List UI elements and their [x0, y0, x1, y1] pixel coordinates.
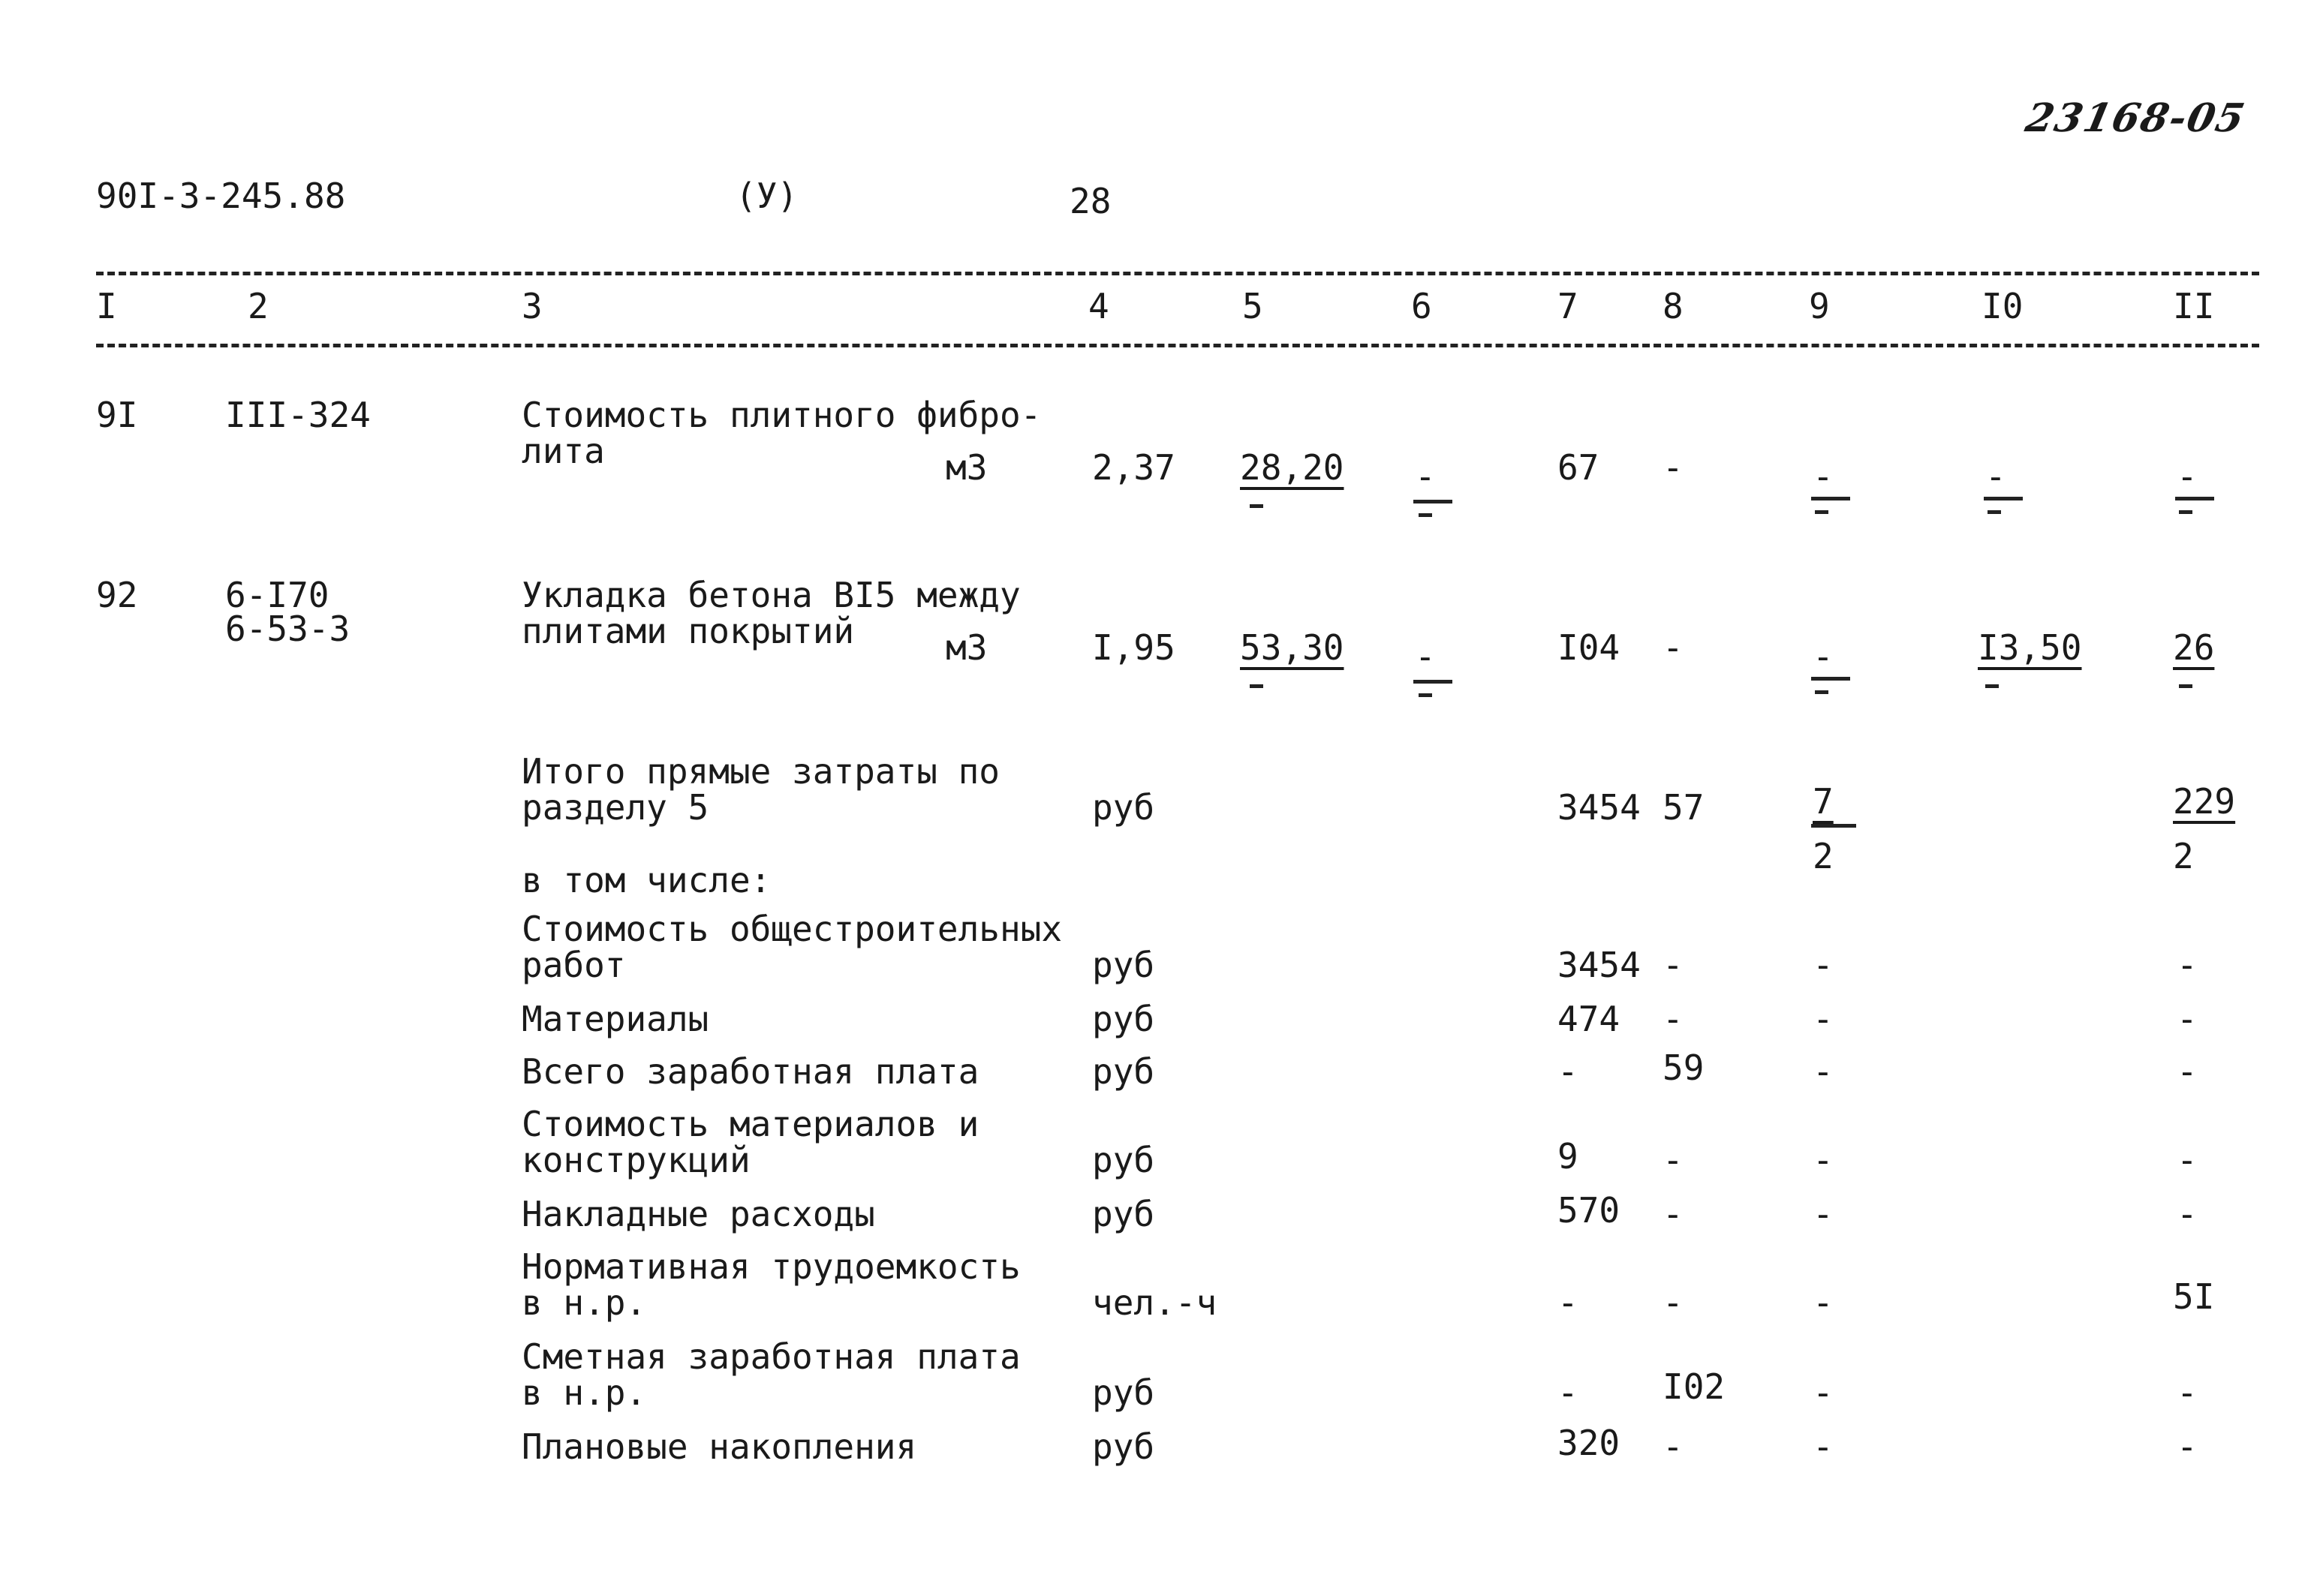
item-cell-7: -	[1557, 1282, 1578, 1323]
item-label-line2: работ	[522, 945, 626, 985]
norm-code: 6-I70	[225, 575, 330, 615]
item-cell-7: 3454	[1557, 945, 1641, 985]
totals-cell-11-bottom: 2	[2173, 836, 2194, 876]
column-header-3: 3	[522, 286, 543, 326]
item-cell-8: -	[1663, 1282, 1684, 1323]
header-rule-top	[96, 272, 2259, 275]
page-number: 28	[1070, 181, 1112, 221]
item-cell-9: -	[1813, 999, 1834, 1039]
item-cell-8: I02	[1663, 1366, 1726, 1407]
cell-10-rule	[1984, 497, 2023, 500]
column-header-8: 8	[1663, 286, 1684, 326]
item-unit: чел.-ч	[1092, 1282, 1217, 1323]
totals-cell-11-top: 229	[2173, 781, 2236, 822]
item-cell-11: -	[2177, 1051, 2198, 1092]
item-label-line2: конструкций	[522, 1140, 751, 1180]
row-number: 9I	[96, 395, 138, 435]
cell-8: -	[1663, 627, 1684, 668]
totals-title-line2: разделу 5	[522, 787, 709, 828]
item-label-line1: Плановые накопления	[522, 1426, 917, 1467]
item-cell-11: -	[2177, 945, 2198, 985]
cell-7: 67	[1557, 447, 1599, 488]
item-unit: руб	[1092, 1140, 1155, 1180]
item-label-line1: Сметная заработная плата	[522, 1336, 1021, 1377]
item-label-line2: в н.р.	[522, 1282, 647, 1323]
totals-title-line1: Итого прямые затраты по	[522, 751, 1000, 792]
document-code: 90I-3-245.88	[96, 176, 346, 216]
cell-11-rule	[2175, 497, 2214, 500]
cell-11: -	[2177, 456, 2198, 497]
totals-unit: руб	[1092, 787, 1155, 828]
including-label: в том числе:	[522, 860, 772, 900]
unit-price: 53,30	[1240, 627, 1344, 668]
item-cell-11: -	[2177, 1426, 2198, 1467]
price-subvalue-mark	[1250, 504, 1263, 508]
item-cell-7: 570	[1557, 1190, 1620, 1231]
item-cell-9: -	[1813, 945, 1834, 985]
unit-price: 28,20	[1240, 447, 1344, 488]
item-cell-8: -	[1663, 945, 1684, 985]
cell-6: -	[1415, 636, 1436, 677]
item-cell-7: -	[1557, 1051, 1578, 1092]
cell-9: -	[1813, 456, 1834, 497]
item-cell-9: -	[1813, 1282, 1834, 1323]
item-cell-9: -	[1813, 1051, 1834, 1092]
item-label-line1: Всего заработная плата	[522, 1051, 979, 1092]
item-cell-8: -	[1663, 1426, 1684, 1467]
item-cell-9: -	[1813, 1426, 1834, 1467]
item-unit: руб	[1092, 1051, 1155, 1092]
norm-code-secondary: 6-53-3	[225, 609, 351, 649]
item-unit: руб	[1092, 999, 1155, 1039]
totals-cell-9-top: 7	[1813, 781, 1834, 822]
item-cell-11: -	[2177, 1194, 2198, 1234]
item-label-line1: Накладные расходы	[522, 1194, 875, 1234]
totals-cell-8: 57	[1663, 787, 1705, 828]
column-header-5: 5	[1242, 286, 1263, 326]
norm-code: III-324	[225, 395, 371, 435]
item-label-line1: Нормативная трудоемкость	[522, 1246, 1021, 1287]
column-header-11: II	[2173, 286, 2215, 326]
cell-10: I3,50	[1978, 627, 2082, 668]
work-description-line2: лита	[522, 431, 605, 471]
column-header-4: 4	[1088, 286, 1109, 326]
item-label-line1: Стоимость материалов и	[522, 1104, 979, 1144]
cell-10-subvalue-mark	[1985, 684, 1999, 688]
price-subvalue-mark	[1250, 684, 1263, 688]
unit: м3	[946, 447, 988, 488]
totals-cell-7: 3454	[1557, 787, 1641, 828]
cell-10: -	[1985, 456, 2006, 497]
work-description-line2: плитами покрытий	[522, 611, 855, 651]
cell-6-rule	[1413, 500, 1452, 503]
item-cell-11: -	[2177, 1372, 2198, 1413]
item-cell-7: 9	[1557, 1136, 1578, 1177]
cell-11-subvalue-mark	[2179, 684, 2192, 688]
item-cell-9: -	[1813, 1140, 1834, 1180]
work-description-line1: Стоимость плитного фибро-	[522, 395, 1042, 435]
cell-6-rule	[1413, 680, 1452, 684]
row-number: 92	[96, 575, 138, 615]
header-rule-bottom	[96, 344, 2259, 347]
column-header-1: I	[96, 286, 117, 326]
unit: м3	[946, 627, 988, 668]
item-cell-7: 320	[1557, 1423, 1620, 1463]
item-cell-9: -	[1813, 1372, 1834, 1413]
item-cell-11: 5I	[2173, 1276, 2215, 1317]
handwritten-note: 23168-05	[2021, 95, 2250, 141]
cell-9-rule	[1811, 497, 1850, 500]
item-cell-8: 59	[1663, 1047, 1705, 1088]
cell-6-subvalue-mark	[1419, 693, 1432, 697]
cell-11-subvalue-mark	[2179, 510, 2192, 514]
item-cell-9: -	[1813, 1194, 1834, 1234]
item-unit: руб	[1092, 1426, 1155, 1467]
totals-cell-9-bottom: 2	[1813, 836, 1834, 876]
item-cell-7: 474	[1557, 999, 1620, 1039]
cell-6: -	[1415, 456, 1436, 497]
item-label-line2: в н.р.	[522, 1372, 647, 1413]
column-header-2: 2	[248, 286, 269, 326]
quantity: 2,37	[1092, 447, 1175, 488]
item-unit: руб	[1092, 1372, 1155, 1413]
item-unit: руб	[1092, 945, 1155, 985]
column-header-7: 7	[1557, 286, 1578, 326]
column-header-9: 9	[1809, 286, 1830, 326]
item-cell-8: -	[1663, 1140, 1684, 1180]
column-header-6: 6	[1411, 286, 1432, 326]
cell-7: I04	[1557, 627, 1620, 668]
item-cell-8: -	[1663, 999, 1684, 1039]
item-label-line1: Материалы	[522, 999, 709, 1039]
cell-9: -	[1813, 636, 1834, 677]
document-mark: (У)	[736, 176, 799, 216]
cell-9-rule	[1811, 677, 1850, 681]
cell-8: -	[1663, 447, 1684, 488]
item-cell-11: -	[2177, 999, 2198, 1039]
quantity: I,95	[1092, 627, 1175, 668]
cell-9-subvalue-mark	[1815, 690, 1828, 694]
item-label-line1: Стоимость общестроительных	[522, 909, 1063, 949]
cell-9-subvalue-mark	[1815, 510, 1828, 514]
cell-11: 26	[2173, 627, 2215, 668]
item-cell-7: -	[1557, 1372, 1578, 1413]
work-description-line1: Укладка бетона BI5 между	[522, 575, 1021, 615]
cell-10-subvalue-mark	[1988, 510, 2001, 514]
totals-cell-9-fraction-line	[1811, 824, 1856, 828]
item-unit: руб	[1092, 1194, 1155, 1234]
item-cell-11: -	[2177, 1140, 2198, 1180]
cell-6-subvalue-mark	[1419, 513, 1432, 517]
column-header-10: I0	[1982, 286, 2024, 326]
item-cell-8: -	[1663, 1194, 1684, 1234]
